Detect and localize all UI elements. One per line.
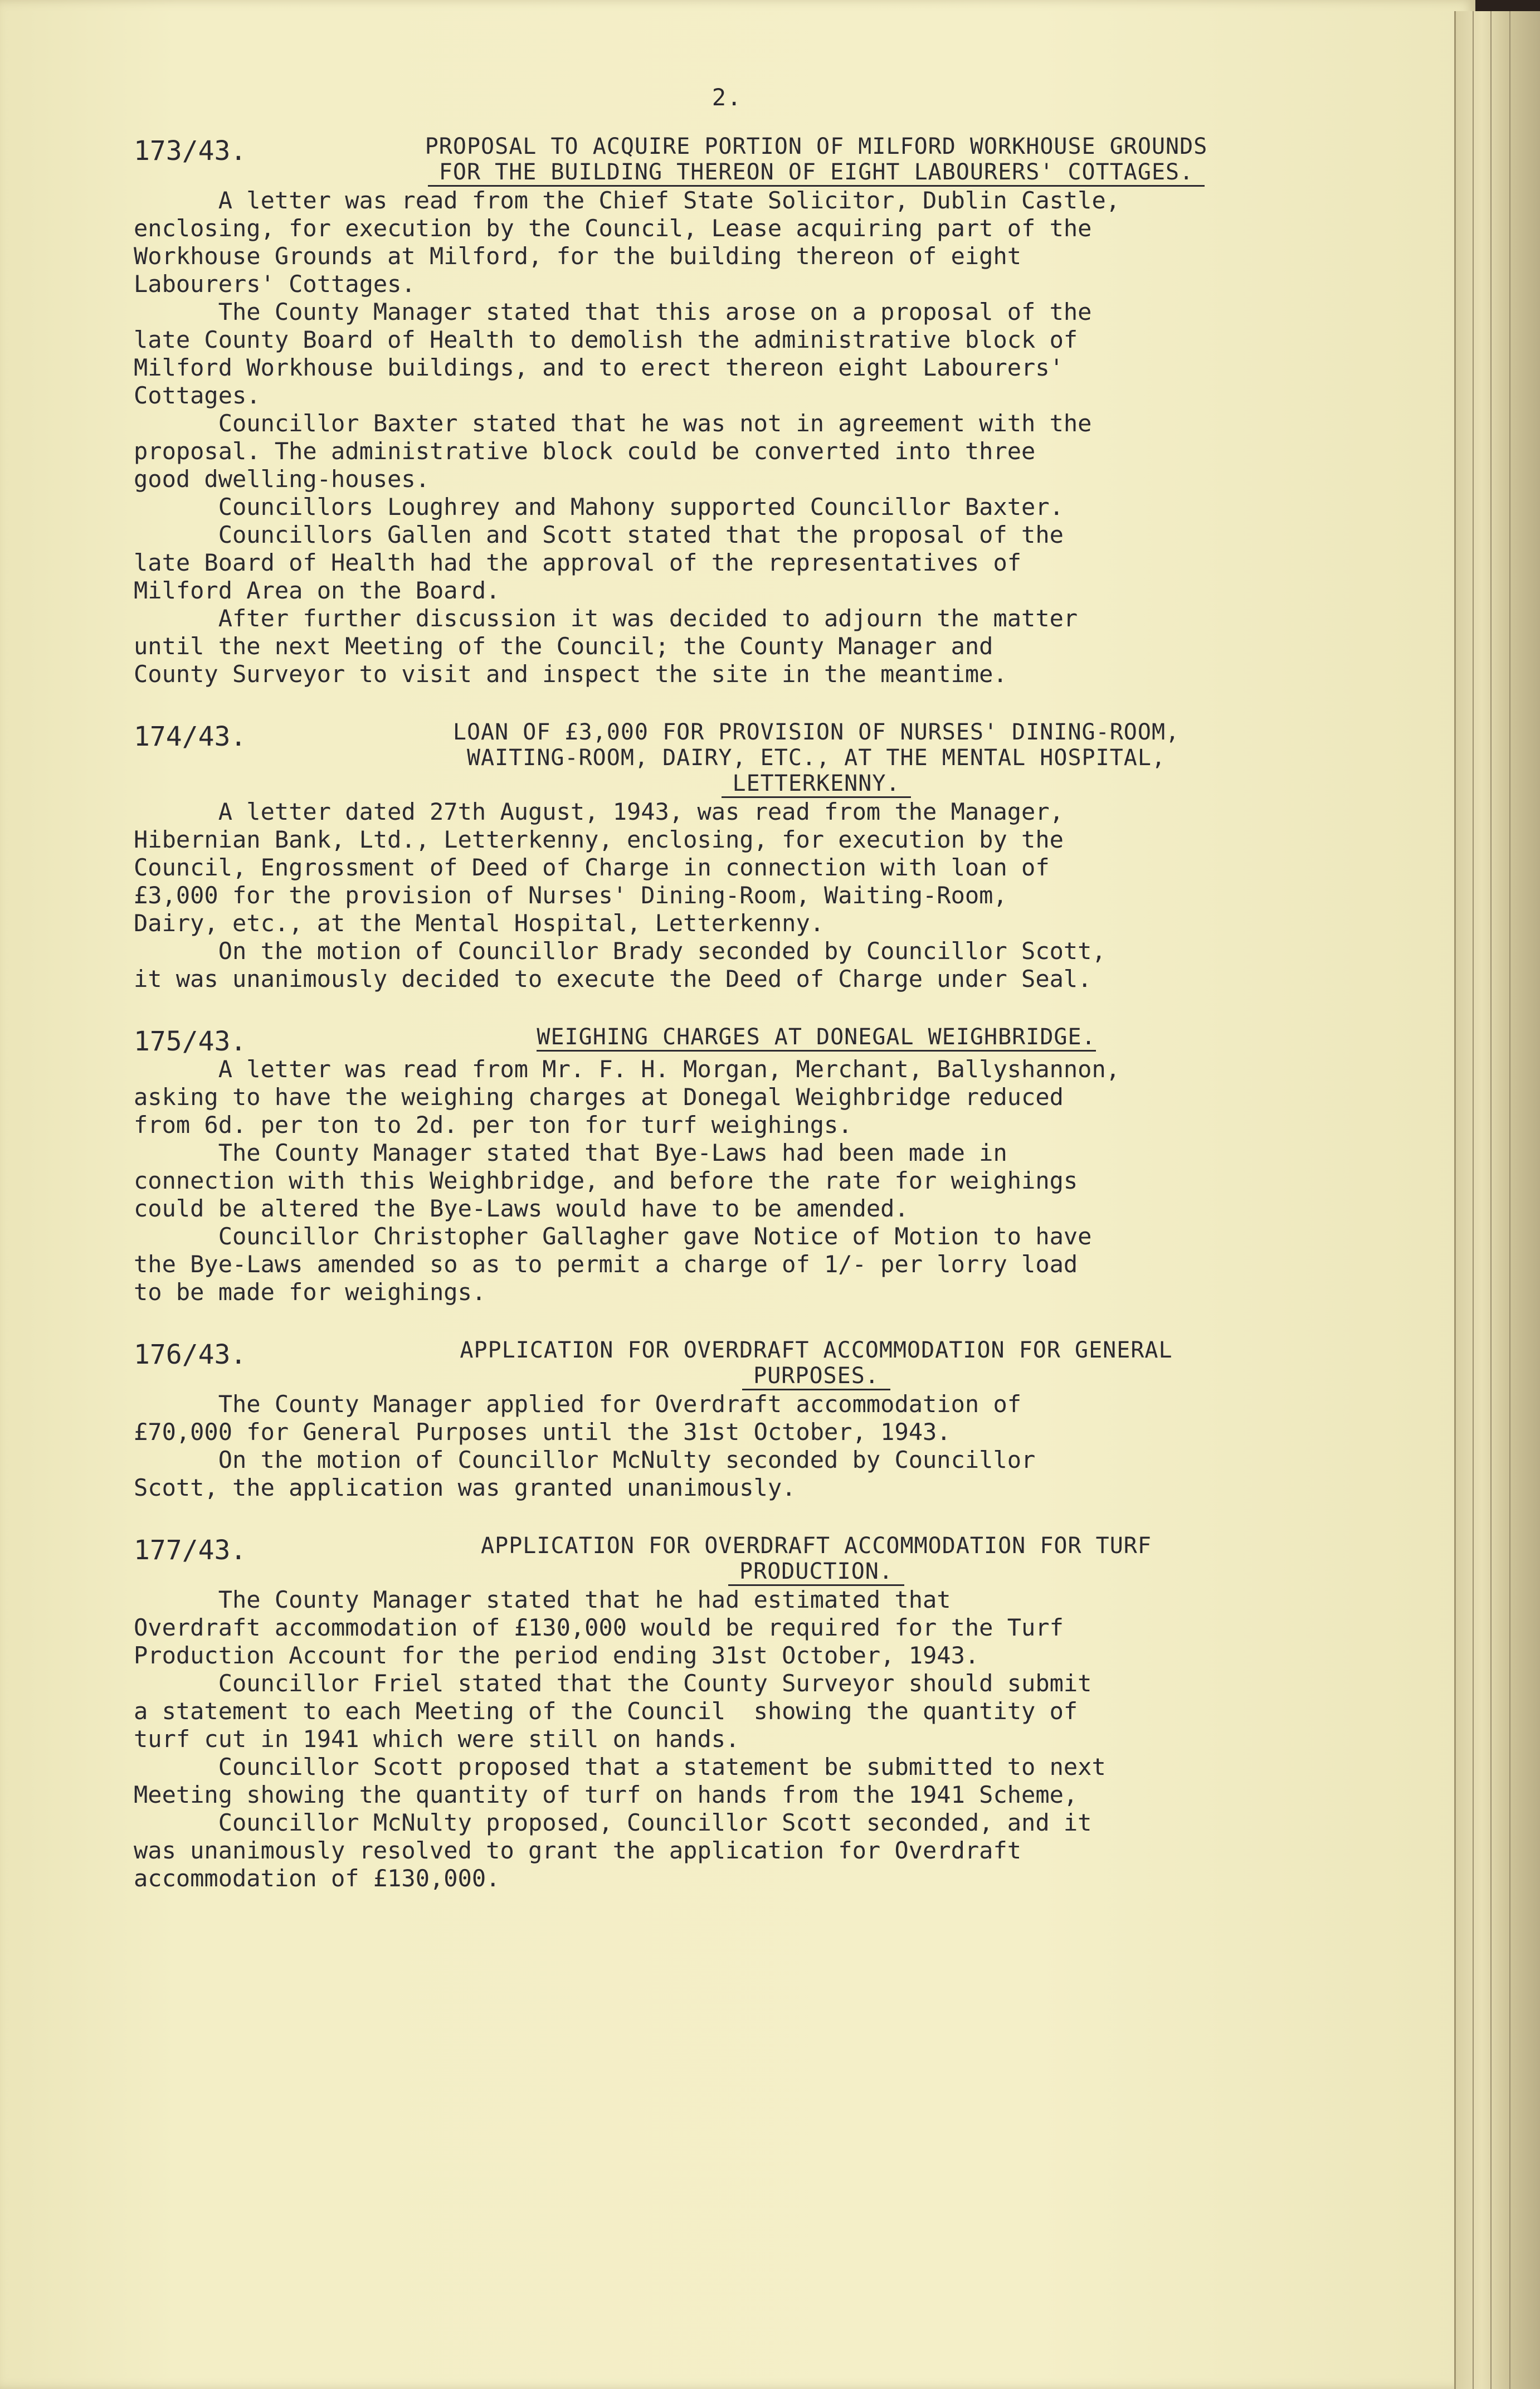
body-line: Councillors Loughrey and Mahony supported Councillor Baxter. [134, 493, 1064, 520]
body-line: accommodation of £130,000. [134, 1865, 500, 1892]
item-number: 174/43. [134, 721, 247, 752]
body-line: Scott, the application was granted unanimously. [134, 1474, 796, 1501]
item-title [312, 719, 1320, 798]
body-line: A letter dated 27th August, 1943, was read from the Manager, [134, 798, 1064, 825]
body-line: good dwelling-houses. [134, 465, 430, 493]
body-line: Meeting showing the quantity of turf on hands from the 1941 Scheme, [134, 1781, 1078, 1808]
body-line: Hibernian Bank, Ltd., Letterkenny, enclosing, for execution by the [134, 826, 1064, 853]
item-number: 175/43. [134, 1026, 247, 1057]
item-header [134, 134, 1320, 187]
page-edge-line [1509, 11, 1510, 2389]
item-header [134, 719, 1320, 798]
page-edge-line [1473, 11, 1474, 2389]
item-number: 176/43. [134, 1339, 247, 1370]
body-line: Councillor Baxter stated that he was not in agreement with the [134, 410, 1092, 437]
item-title-line: PURPOSES. [742, 1363, 890, 1390]
minute-item [134, 719, 1320, 993]
body-line: enclosing, for execution by the Council, Lease acquiring part of the [134, 215, 1092, 242]
body-line: proposal. The administrative block could be converted into three [134, 437, 1036, 465]
body-line: turf cut in 1941 which were still on hands. [134, 1725, 740, 1753]
body-line: Overdraft accommodation of £130,000 would be required for the Turf [134, 1614, 1064, 1641]
item-title [312, 1533, 1320, 1586]
item-number: 173/43. [134, 135, 247, 167]
body-line: the Bye-Laws amended so as to permit a charge of 1/- per lorry load [134, 1251, 1078, 1278]
item-title-line: LOAN OF £3,000 FOR PROVISION OF NURSES' DINING-ROOM, [452, 719, 1180, 745]
body-line: from 6d. per ton to 2d. per ton for turf weighings. [134, 1111, 852, 1138]
body-line: Milford Area on the Board. [134, 577, 500, 604]
body-line: Production Account for the period ending 31st October, 1943. [134, 1642, 979, 1669]
item-title-line: FOR THE BUILDING THEREON OF EIGHT LABOURERS' COTTAGES. [428, 159, 1205, 187]
item-title-line: WEIGHING CHARGES AT DONEGAL WEIGHBRIDGE. [537, 1024, 1095, 1052]
item-title-line: WAITING-ROOM, DAIRY, ETC., AT THE MENTAL HOSPITAL, [466, 745, 1166, 771]
body-line: Workhouse Grounds at Milford, for the building thereon of eight [134, 242, 1022, 270]
body-line: could be altered the Bye-Laws would have to be amended. [134, 1195, 909, 1222]
body-line: A letter was read from the Chief State Solicitor, Dublin Castle, [134, 187, 1120, 214]
body-line: Council, Engrossment of Deed of Charge in connection with loan of [134, 854, 1050, 881]
body-line: Labourers' Cottages. [134, 270, 416, 298]
item-header [134, 1337, 1320, 1390]
body-line: Cottages. [134, 382, 261, 409]
body-line: The County Manager applied for Overdraft accommodation of [134, 1390, 1022, 1418]
body-line: Milford Workhouse buildings, and to erect thereon eight Labourers' [134, 354, 1064, 381]
minute-item [134, 1337, 1320, 1502]
item-body [134, 187, 1320, 688]
body-line: £70,000 for General Purposes until the 31st October, 1943. [134, 1418, 951, 1446]
body-line: Councillor Christopher Gallagher gave Notice of Motion to have [134, 1223, 1092, 1250]
body-line: late County Board of Health to demolish the administrative block of [134, 326, 1078, 353]
body-line: Dairy, etc., at the Mental Hospital, Letterkenny. [134, 909, 825, 937]
minutes-text [134, 84, 1320, 1924]
body-line: to be made for weighings. [134, 1278, 486, 1306]
body-line: The County Manager stated that he had estimated that [134, 1586, 951, 1613]
body-line: asking to have the weighing charges at Donegal Weighbridge reduced [134, 1083, 1064, 1111]
body-line: Councillor Friel stated that the County Surveyor should submit [134, 1670, 1092, 1697]
body-line: The County Manager stated that Bye-Laws had been made in [134, 1139, 1007, 1166]
body-line: was unanimously resolved to grant the application for Overdraft [134, 1837, 1022, 1864]
body-line: £3,000 for the provision of Nurses' Dining-Room, Waiting-Room, [134, 882, 1007, 909]
item-title-line: PRODUCTION. [728, 1559, 904, 1586]
body-line: a statement to each Meeting of the Council showing the quantity of [134, 1697, 1078, 1725]
item-title-line: APPLICATION FOR OVERDRAFT ACCOMMODATION FOR GENERAL [460, 1337, 1173, 1363]
body-line: late Board of Health had the approval of the representatives of [134, 549, 1022, 576]
item-title [312, 1024, 1320, 1055]
page-edge-line [1490, 11, 1492, 2389]
item-body [134, 1390, 1320, 1502]
body-line: connection with this Weighbridge, and before the rate for weighings [134, 1167, 1078, 1194]
body-line: On the motion of Councillor Brady seconded by Councillor Scott, [134, 937, 1106, 965]
item-header [134, 1533, 1320, 1586]
body-line: After further discussion it was decided to adjourn the matter [134, 605, 1078, 632]
body-line: County Surveyor to visit and inspect the site in the meantime. [134, 660, 1007, 688]
item-title-line: LETTERKENNY. [722, 771, 912, 798]
item-title-line: PROPOSAL TO ACQUIRE PORTION OF MILFORD WORKHOUSE GROUNDS [425, 134, 1208, 159]
minute-item [134, 1024, 1320, 1306]
item-header [134, 1024, 1320, 1055]
body-line: A letter was read from Mr. F. H. Morgan, Merchant, Ballyshannon, [134, 1055, 1120, 1083]
body-line: On the motion of Councillor McNulty seconded by Councillor [134, 1446, 1036, 1473]
item-body [134, 1586, 1320, 1892]
item-number: 177/43. [134, 1535, 247, 1566]
minute-item [134, 134, 1320, 688]
body-line: Councillors Gallen and Scott stated that the proposal of the [134, 521, 1064, 548]
body-line: The County Manager stated that this arose on a proposal of the [134, 298, 1092, 325]
item-body [134, 1055, 1320, 1306]
minute-item [134, 1533, 1320, 1892]
item-title [312, 1337, 1320, 1390]
page-number: 2. [711, 84, 743, 111]
body-line: it was unanimously decided to execute the Deed of Charge under Seal. [134, 965, 1092, 992]
body-line: until the next Meeting of the Council; the County Manager and [134, 632, 993, 660]
item-title [312, 134, 1320, 187]
body-line: Councillor Scott proposed that a statement be submitted to next [134, 1753, 1106, 1780]
body-line: Councillor McNulty proposed, Councillor Scott seconded, and it [134, 1809, 1092, 1836]
item-title-line: APPLICATION FOR OVERDRAFT ACCOMMODATION FOR TURF [481, 1533, 1152, 1559]
book-binding-edge [1454, 11, 1540, 2389]
item-body [134, 798, 1320, 993]
